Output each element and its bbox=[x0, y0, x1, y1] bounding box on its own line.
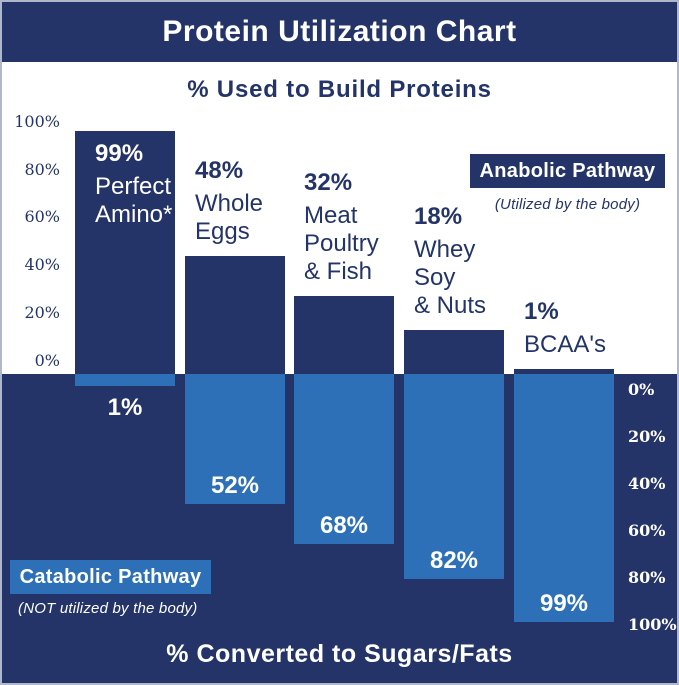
anabolic-pathway-label: Anabolic Pathway bbox=[479, 159, 656, 182]
category-label-5: BCAA's bbox=[524, 331, 606, 358]
catabolic-bar-1 bbox=[75, 374, 175, 386]
catabolic-value-3: 68% bbox=[319, 512, 369, 539]
catabolic-pathway-note: (NOT utilized by the body) bbox=[18, 600, 198, 617]
bar-label-2 bbox=[195, 157, 263, 246]
catabolic-pathway-badge bbox=[10, 560, 211, 594]
bottom-axis-tick-20%: 20% bbox=[628, 427, 666, 446]
anabolic-value-5: 1% bbox=[524, 298, 559, 325]
top-axis-tick-0%: 0% bbox=[34, 350, 60, 370]
catabolic-value-1: 1% bbox=[107, 394, 143, 421]
category-label-4: Soy bbox=[414, 263, 456, 291]
top-axis-tick-60%: 60% bbox=[24, 207, 60, 227]
catabolic-pathway-label: Catabolic Pathway bbox=[19, 565, 202, 588]
anabolic-bar-2 bbox=[185, 256, 285, 374]
bottom-section-title: % Converted to Sugars/Fats bbox=[166, 640, 513, 668]
catabolic-bar-5 bbox=[514, 374, 614, 622]
anabolic-value-1: 99% bbox=[95, 140, 144, 167]
top-section-subtitle: % Used to Build Proteins bbox=[187, 76, 492, 103]
catabolic-value-5: 99% bbox=[539, 589, 589, 617]
anabolic-pathway-badge bbox=[470, 154, 665, 188]
bottom-axis-tick-80%: 80% bbox=[628, 568, 666, 587]
category-label-3: Poultry bbox=[304, 229, 379, 257]
bottom-axis-tick-100%: 100% bbox=[628, 615, 677, 634]
category-label-4: & Nuts bbox=[414, 291, 487, 319]
bar-label-1 bbox=[95, 140, 172, 229]
category-label-1: Amino* bbox=[95, 201, 173, 228]
category-label-1: Perfect bbox=[95, 173, 172, 200]
anabolic-bar-4 bbox=[404, 330, 504, 374]
category-label-2: Whole bbox=[195, 190, 264, 218]
category-label-3: & Fish bbox=[304, 257, 373, 285]
top-axis-tick-20%: 20% bbox=[24, 302, 60, 322]
catabolic-value-4: 82% bbox=[429, 547, 479, 574]
chart-title: Protein Utilization Chart bbox=[162, 15, 517, 48]
category-label-2: Eggs bbox=[195, 218, 250, 246]
bar-label-3 bbox=[304, 169, 379, 286]
top-axis-tick-40%: 40% bbox=[24, 255, 60, 275]
category-label-4: Whey bbox=[414, 235, 476, 263]
anabolic-bar-3 bbox=[294, 296, 394, 374]
bar-label-4 bbox=[414, 203, 486, 320]
bottom-axis-tick-60%: 60% bbox=[628, 521, 666, 540]
catabolic-value-2: 52% bbox=[210, 472, 260, 499]
bottom-axis-tick-40%: 40% bbox=[628, 474, 666, 493]
anabolic-pathway-note: (Utilized by the body) bbox=[494, 196, 641, 213]
bottom-axis-tick-0%: 0% bbox=[628, 380, 655, 399]
bar-label-5 bbox=[524, 298, 606, 359]
anabolic-value-4: 18% bbox=[414, 202, 463, 230]
anabolic-value-3: 32% bbox=[304, 168, 353, 196]
top-axis-tick-80%: 80% bbox=[24, 159, 60, 179]
anabolic-value-2: 48% bbox=[195, 157, 244, 185]
category-label-3: Meat bbox=[304, 201, 358, 229]
chart-header bbox=[2, 2, 677, 62]
top-axis-tick-100%: 100% bbox=[14, 112, 60, 131]
